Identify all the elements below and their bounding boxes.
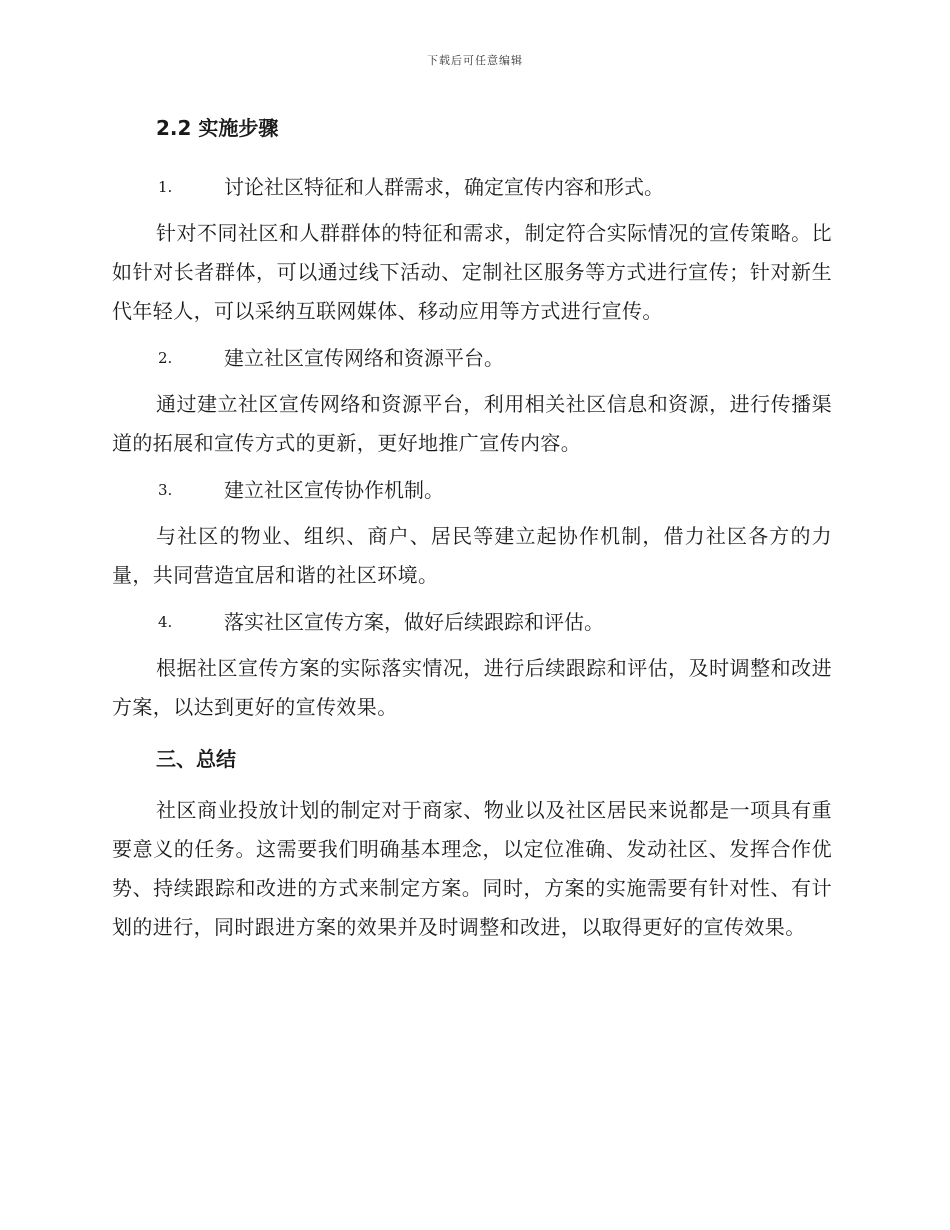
step-title-text: 落实社区宣传方案，做好后续跟踪和评估。 [224, 610, 604, 634]
summary-body: 社区商业投放计划的制定对于商家、物业以及社区居民来说都是一项具有重要意义的任务。这需要我们明确基本理念，以定位准确、发动社区、发挥合作优势、持续跟踪和改进的方式来制定方案。同时，方案的实施需要有针对性、有计划的进行，同时跟进方案的效果并及时调整和改进，以取得更好的宣传效果。 [112, 798, 832, 939]
document-body [112, 108, 832, 947]
page-header: 下载后可任意编辑 [427, 54, 523, 67]
step-number: 1. [158, 178, 173, 196]
step-number: 4. [158, 613, 173, 631]
step-title-text: 讨论社区特征和人群需求，确定宣传内容和形式。 [224, 175, 664, 199]
step-3-title [112, 463, 832, 517]
step-3-body: 与社区的物业、组织、商户、居民等建立起协作机制，借力社区各方的力量，共同营造宜居和谐的社区环境。 [112, 524, 832, 587]
step-1-body: 针对不同社区和人群群体的特征和需求，制定符合实际情况的宣传策略。比如针对长者群体，可以通过线下活动、定制社区服务等方式进行宣传；针对新生代年轻人，可以采纳互联网媒体、移动应用等方式进行宣传。 [112, 221, 832, 323]
section-heading-summary: 三、总结 [156, 747, 236, 771]
step-4-body: 根据社区宣传方案的实际落实情况，进行后续跟踪和评估，及时调整和改进方案，以达到更好的宣传效果。 [112, 656, 832, 719]
step-number: 3. [158, 481, 173, 499]
step-4-title [112, 595, 832, 649]
step-2-title [112, 331, 832, 385]
step-number: 2. [158, 349, 173, 367]
section-heading-2-2: 2.2 实施步骤 [156, 116, 279, 140]
step-2-body: 通过建立社区宣传网络和资源平台，利用相关社区信息和资源，进行传播渠道的拓展和宣传方式的更新，更好地推广宣传内容。 [112, 392, 832, 455]
step-1-title [112, 160, 832, 214]
step-title-text: 建立社区宣传协作机制。 [224, 478, 444, 502]
step-title-text: 建立社区宣传网络和资源平台。 [224, 346, 504, 370]
